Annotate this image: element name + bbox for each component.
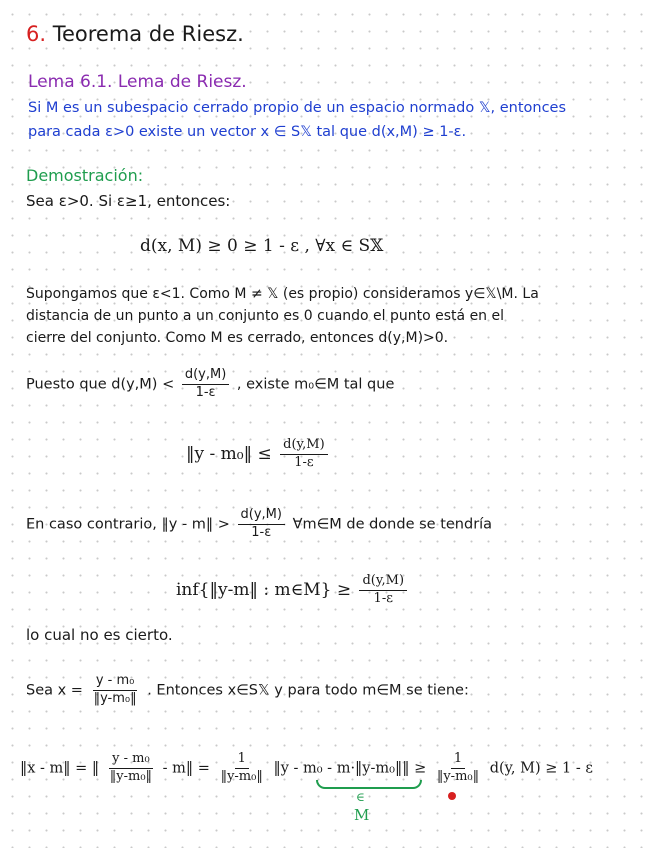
paragraph-1-line-3: cierre del conjunto. Como M es cerrado, entonces d(y,M)>0. (26, 330, 449, 346)
paragraph-2 (26, 368, 394, 401)
lemma-line-2: para cada ε>0 existe un vector x ∈ S𝕏 tal que d(x,M) ≥ 1-ε. (28, 124, 467, 140)
paragraph-3-pre: En caso contrario, ‖y - m‖ > (26, 516, 230, 533)
fraction-numerator: y - m₀ (109, 752, 153, 769)
lemma-line-1: Si M es un subespacio cerrado propio de un espacio normado 𝕏, entonces (28, 100, 567, 116)
equation-2 (186, 438, 331, 471)
paragraph-2-post: , existe m₀∈M tal que (236, 376, 395, 393)
fraction-denominator: ‖y-m₀‖ (436, 768, 480, 784)
paragraph-5-pre: Sea x = (26, 682, 83, 699)
paragraph-2-pre: Puesto que d(y,M) < (26, 376, 175, 393)
equation-2-fraction (280, 438, 328, 471)
fraction-denominator: ‖y-m₀‖ (109, 768, 153, 784)
fraction-numerator: 1 (451, 752, 465, 769)
paragraph-5-fraction (91, 674, 140, 707)
paragraph-1-line-1: Supongamos que ε<1. Como M ≠ 𝕏 (es propio) consideramos y∈𝕏\M. La (26, 286, 539, 302)
proof-heading: Demostración: (26, 166, 144, 185)
fraction-denominator: ‖y-m₀‖ (220, 768, 263, 784)
fraction-numerator: 1 (235, 752, 249, 769)
section-title (26, 22, 244, 46)
fraction-denominator: ‖y-m₀‖ (93, 690, 137, 706)
lemma-heading: Lema 6.1. Lema de Riesz. (28, 72, 247, 92)
paragraph-1-line-2: distancia de un punto a un conjunto es 0 cuando el punto está en el (26, 308, 505, 324)
paragraph-4: lo cual no es cierto. (26, 626, 173, 644)
membership-symbol: ∈ (356, 790, 365, 804)
paragraph-3 (26, 508, 492, 541)
equation-4-part-d: d(y, M) ≥ 1 - ε (489, 760, 593, 777)
equation-4-fraction-1 (107, 752, 155, 785)
equation-3-fraction (359, 574, 407, 607)
equation-4-fraction-2 (218, 752, 266, 785)
fraction-denominator: 1-ε (195, 384, 216, 400)
equation-3 (176, 574, 410, 607)
paragraph-5 (26, 674, 469, 707)
equation-4-part-a: ‖x - m‖ = ‖ (20, 760, 100, 777)
fraction-denominator: 1-ε (251, 524, 272, 540)
underbrace-label: M (354, 806, 370, 824)
paragraph-3-post: ∀m∈M de donde se tendría (292, 516, 493, 533)
fraction-numerator: d(y,M) (238, 508, 285, 525)
section-title-text: Teorema de Riesz. (52, 22, 244, 46)
proof-line-1: Sea ε>0. Si ε≥1, entonces: (26, 192, 231, 210)
paragraph-5-post: . Entonces x∈S𝕏 y para todo m∈M se tiene: (147, 682, 469, 699)
paragraph-3-fraction (238, 508, 285, 541)
paragraph-2-fraction (182, 368, 229, 401)
fraction-numerator: y - m₀ (93, 674, 138, 691)
section-number: 6. (26, 22, 47, 46)
equation-4-part-c: ‖y - m₀ - m·‖y-m₀‖‖ ≥ (273, 760, 427, 777)
equation-3-lhs: inf{‖y-m‖ : m∈M} ≥ (176, 579, 352, 600)
fraction-denominator: 1-ε (294, 454, 314, 470)
fraction-numerator: d(y,M) (182, 368, 229, 385)
fraction-denominator: 1-ε (373, 590, 393, 606)
fraction-numerator: d(y,M) (359, 574, 407, 591)
equation-4 (20, 752, 593, 785)
equation-4-fraction-3 (434, 752, 482, 785)
equation-2-lhs: ‖y - m₀‖ ≤ (186, 443, 272, 464)
underbrace (316, 780, 422, 789)
equation-1: d(x, M) ≥ 0 ≥ 1 - ε , ∀x ∈ S𝕏 (140, 236, 384, 256)
fraction-numerator: d(y,M) (280, 438, 328, 455)
equation-4-part-b: - m‖ = (162, 760, 210, 777)
red-dot-marker (448, 792, 456, 800)
